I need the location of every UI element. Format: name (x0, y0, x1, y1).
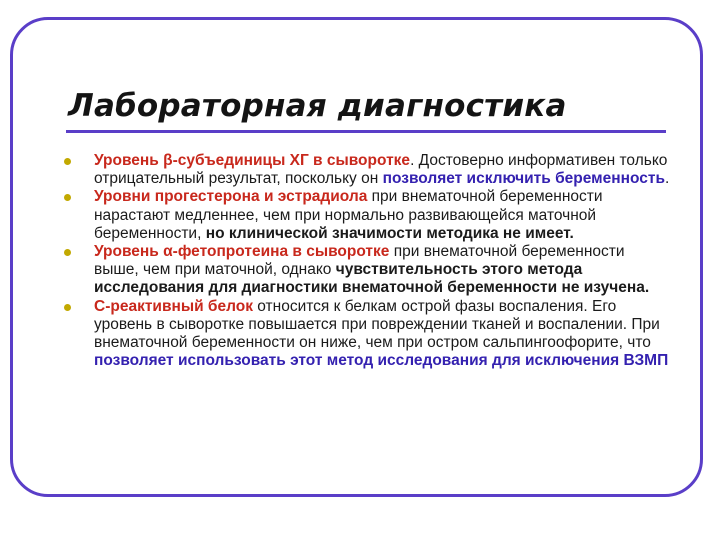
bullet-list (62, 152, 670, 370)
item-text: относится к белкам острой фазы воспаления. Его уровень в сыворотке повышается при повреждении тканей и воспалении. При внематочной беременности он ниже, чем при остром сальпингоофорите, что (94, 297, 660, 352)
list-item-progesterone (62, 188, 670, 243)
item-emphasis: позволяет использовать этот метод исследования для исключения ВЗМП (94, 352, 669, 370)
item-heading: Уровни прогестерона и эстрадиола (94, 188, 368, 206)
item-emphasis: позволяет исключить беременность (382, 170, 665, 188)
item-heading: С-реактивный белок (94, 297, 253, 315)
item-text: . Достоверно информативен только отрицательный результат, поскольку он (94, 152, 668, 188)
item-heading: Уровень β-субъединицы ХГ в сыворотке (94, 152, 411, 169)
item-emphasis: но клинической значимости методика не имеет. (205, 224, 574, 242)
item-text: . (665, 170, 670, 188)
slide-title: Лабораторная диагностика (68, 88, 567, 124)
list-item-crp (62, 298, 670, 371)
item-heading: Уровень α-фетопротеина в сыворотке (94, 243, 390, 261)
item-text: при внематочной беременности выше, чем при маточной, однако (94, 243, 625, 279)
item-emphasis: чувствительность этого метода исследования для диагностики внематочной беременности не изучена. (94, 261, 650, 297)
bullet-dot-icon (64, 304, 71, 311)
item-text: при внематочной беременности нарастают медленнее, чем при нормально развивающейся маточной беременности, (94, 188, 603, 242)
bullet-dot-icon (64, 194, 71, 201)
title-underline (66, 130, 666, 133)
list-item-hcg (62, 152, 670, 188)
bullet-dot-icon (64, 249, 71, 256)
list-item-afp (62, 243, 670, 298)
bullet-dot-icon (64, 158, 71, 165)
